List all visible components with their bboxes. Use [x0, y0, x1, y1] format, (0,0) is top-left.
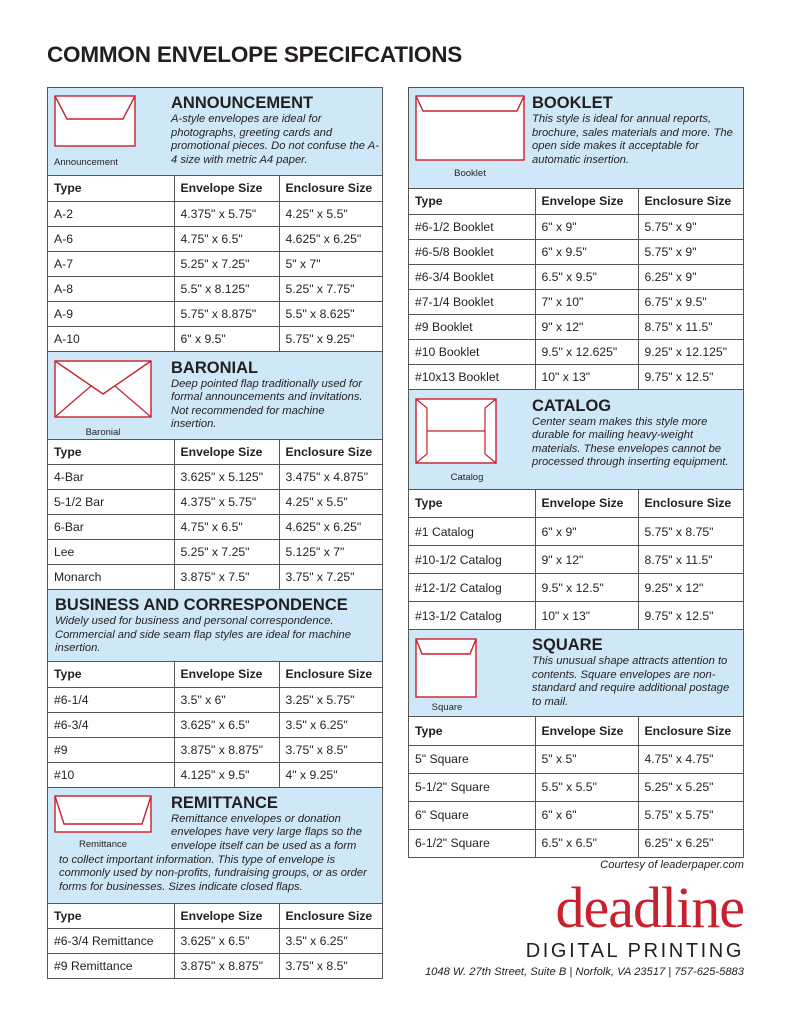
- table-cell: Lee: [48, 540, 174, 565]
- table-cell: A-2: [48, 201, 174, 226]
- table-header-row: [48, 662, 382, 687]
- table-cell: #10x13 Booklet: [409, 364, 535, 389]
- table-cell: #6-1/2 Booklet: [409, 214, 535, 239]
- table-cell: 3.475" x 4.875": [279, 465, 382, 490]
- table-row: [48, 540, 382, 565]
- table-cell: 9" x 12": [535, 314, 638, 339]
- header-envelope-size: Envelope Size: [535, 490, 638, 518]
- table-header-row: [48, 904, 382, 929]
- square-caption: Square: [431, 702, 463, 713]
- table-cell: A-10: [48, 326, 174, 351]
- booklet-section: [409, 88, 743, 189]
- table-cell: #9 Remittance: [48, 954, 174, 979]
- table-cell: #6-3/4 Booklet: [409, 264, 535, 289]
- square-section: [409, 630, 743, 717]
- table-row: [409, 289, 743, 314]
- table-cell: 6" Square: [409, 801, 535, 829]
- baronial-caption: Baronial: [85, 426, 121, 438]
- table-row: [48, 201, 382, 226]
- booklet-illustration: [415, 95, 525, 161]
- table-cell: #7-1/4 Booklet: [409, 289, 535, 314]
- table-row: [48, 226, 382, 251]
- table-cell: 6.25" x 9": [638, 264, 743, 289]
- booklet-description: This style is ideal for annual reports, brochure, sales materials and more. The open side makes it acceptable for automatic insertion.: [532, 113, 733, 166]
- digital-printing-subtitle: DIGITAL PRINTING: [525, 940, 744, 962]
- remittance-table: [48, 904, 382, 980]
- table-row: [48, 565, 382, 590]
- remittance-caption: Remittance: [78, 838, 128, 850]
- header-envelope-size: Envelope Size: [535, 189, 638, 214]
- baronial-envelope-icon: [54, 360, 152, 418]
- table-cell: 5.5" x 5.5": [535, 773, 638, 801]
- table-cell: 3.75" x 7.25": [279, 565, 382, 590]
- table-row: [48, 251, 382, 276]
- booklet-envelope-icon: [415, 95, 525, 161]
- table-cell: 4.625" x 6.25": [279, 226, 382, 251]
- announcement-caption: Announcement: [54, 157, 118, 168]
- table-cell: 6" x 9": [535, 214, 638, 239]
- table-cell: 4.75" x 6.5": [174, 226, 279, 251]
- table-cell: 3.75" x 8.5": [279, 954, 382, 979]
- table-cell: #1 Catalog: [409, 518, 535, 546]
- table-header-row: [409, 490, 743, 518]
- table-cell: 4.75" x 6.5": [174, 515, 279, 540]
- table-row: [409, 745, 743, 773]
- table-row: [409, 602, 743, 630]
- table-cell: 6" x 9": [535, 518, 638, 546]
- header-type: Type: [409, 189, 535, 214]
- catalog-illustration: [415, 398, 497, 464]
- table-cell: 9.25" x 12.125": [638, 339, 743, 364]
- table-cell: 9.25" x 12": [638, 574, 743, 602]
- catalog-caption: Catalog: [450, 471, 484, 483]
- square-description: This unusual shape attracts attention to contents. Square envelopes are non-standard and require additional postage to mail.: [532, 655, 730, 708]
- table-cell: 9.5" x 12.625": [535, 339, 638, 364]
- table-cell: 5.5" x 8.125": [174, 276, 279, 301]
- table-cell: 4.375" x 5.75": [174, 490, 279, 515]
- table-cell: #6-1/4: [48, 687, 174, 712]
- table-cell: #12-1/2 Catalog: [409, 574, 535, 602]
- table-cell: 6" x 9.5": [535, 239, 638, 264]
- table-header-row: [48, 176, 382, 201]
- table-cell: 5.75" x 8.75": [638, 518, 743, 546]
- deadline-logo: deadline: [555, 875, 744, 940]
- table-cell: #9: [48, 737, 174, 762]
- table-cell: #6-5/8 Booklet: [409, 239, 535, 264]
- table-cell: 5.25" x 7.25": [174, 251, 279, 276]
- table-cell: A-6: [48, 226, 174, 251]
- header-envelope-size: Envelope Size: [174, 662, 279, 687]
- table-cell: 6" x 6": [535, 801, 638, 829]
- header-enclosure-size: Enclosure Size: [638, 490, 743, 518]
- table-cell: 3.5" x 6.25": [279, 712, 382, 737]
- table-cell: 5-1/2 Bar: [48, 490, 174, 515]
- table-cell: 3.875" x 7.5": [174, 565, 279, 590]
- table-cell: 8.75" x 11.5": [638, 546, 743, 574]
- table-cell: #10 Booklet: [409, 339, 535, 364]
- booklet-table: [409, 189, 743, 390]
- table-cell: 4.75" x 4.75": [638, 745, 743, 773]
- table-row: [409, 518, 743, 546]
- header-envelope-size: Envelope Size: [174, 440, 279, 465]
- left-column: [47, 87, 383, 979]
- table-row: [409, 546, 743, 574]
- table-cell: #10: [48, 762, 174, 787]
- table-row: [48, 954, 382, 979]
- table-row: [409, 364, 743, 389]
- table-cell: 5.75" x 8.875": [174, 301, 279, 326]
- baronial-section: [48, 352, 382, 440]
- table-cell: 8.75" x 11.5": [638, 314, 743, 339]
- table-row: [48, 929, 382, 954]
- page-title: COMMON ENVELOPE SPECIFCATIONS: [47, 42, 463, 67]
- remittance-envelope-icon: [54, 795, 152, 833]
- remittance-illustration: [54, 795, 152, 833]
- table-row: [48, 465, 382, 490]
- table-cell: 6-Bar: [48, 515, 174, 540]
- table-cell: 3.5" x 6.25": [279, 929, 382, 954]
- square-illustration: [415, 638, 477, 698]
- table-cell: 4.375" x 5.75": [174, 201, 279, 226]
- company-address: 1048 W. 27th Street, Suite B | Norfolk, VA 23517 | 757-625-5883: [424, 966, 744, 978]
- table-cell: 9" x 12": [535, 546, 638, 574]
- catalog-title: CATALOG: [532, 396, 612, 415]
- table-cell: 6.75" x 9.5": [638, 289, 743, 314]
- booklet-caption: Booklet: [454, 168, 486, 179]
- table-cell: 5.75" x 9": [638, 214, 743, 239]
- table-cell: 3.75" x 8.5": [279, 737, 382, 762]
- table-cell: 5.75" x 9": [638, 239, 743, 264]
- table-row: [48, 276, 382, 301]
- table-cell: 4.125" x 9.5": [174, 762, 279, 787]
- table-row: [48, 490, 382, 515]
- table-row: [48, 301, 382, 326]
- table-cell: 3.625" x 6.5": [174, 929, 279, 954]
- business-description: Widely used for business and personal correspondence. Commercial and side seam flap styles are ideal for machine insertion.: [55, 615, 351, 655]
- table-cell: 4.25" x 5.5": [279, 490, 382, 515]
- announcement-envelope-icon: [54, 95, 136, 147]
- table-cell: 5.25" x 7.75": [279, 276, 382, 301]
- table-cell: 6-1/2" Square: [409, 829, 535, 857]
- table-row: [409, 801, 743, 829]
- catalog-table: [409, 490, 743, 631]
- header-type: Type: [409, 717, 535, 745]
- table-cell: 5.75" x 5.75": [638, 801, 743, 829]
- table-cell: 3.625" x 6.5": [174, 712, 279, 737]
- header-type: Type: [48, 904, 174, 929]
- header-type: Type: [48, 440, 174, 465]
- table-header-row: [409, 189, 743, 214]
- table-cell: 6.5" x 9.5": [535, 264, 638, 289]
- header-type: Type: [48, 176, 174, 201]
- remittance-description-full: to collect important information. This type of envelope is commonly used by non-profits, fundraising groups, or as order forms for businesses. Sizes indicate closed flaps.: [59, 853, 367, 893]
- right-column: [408, 87, 744, 858]
- table-row: [409, 574, 743, 602]
- table-cell: 5.125" x 7": [279, 540, 382, 565]
- table-cell: 3.5" x 6": [174, 687, 279, 712]
- table-cell: 9.75" x 12.5": [638, 602, 743, 630]
- table-cell: #6-3/4 Remittance: [48, 929, 174, 954]
- catalog-envelope-icon: [415, 398, 497, 464]
- table-cell: #13-1/2 Catalog: [409, 602, 535, 630]
- remittance-section: [48, 788, 382, 904]
- square-envelope-icon: [415, 638, 477, 698]
- remittance-title: REMITTANCE: [171, 793, 278, 812]
- remittance-description-right: Remittance envelopes or donation envelopes have very large flaps so the envelope itself can be used as a form: [171, 812, 362, 852]
- square-table: [409, 717, 743, 858]
- table-cell: 10" x 13": [535, 364, 638, 389]
- catalog-section: [409, 390, 743, 490]
- header-enclosure-size: Enclosure Size: [279, 176, 382, 201]
- table-cell: 5.25" x 5.25": [638, 773, 743, 801]
- header-type: Type: [48, 662, 174, 687]
- table-cell: 3.875" x 8.875": [174, 954, 279, 979]
- business-title: BUSINESS AND CORRESPONDENCE: [55, 596, 348, 614]
- table-row: [48, 762, 382, 787]
- baronial-description: Deep pointed flap traditionally used for formal announcements and invitations. Not recommended for machine insertion.: [171, 377, 363, 431]
- table-cell: 4-Bar: [48, 465, 174, 490]
- table-cell: 4" x 9.25": [279, 762, 382, 787]
- table-row: [48, 687, 382, 712]
- announcement-table: [48, 176, 382, 352]
- baronial-illustration: [54, 360, 152, 418]
- header-enclosure-size: Enclosure Size: [279, 904, 382, 929]
- courtesy-credit: Courtesy of leaderpaper.com: [600, 859, 744, 871]
- baronial-table: [48, 440, 382, 591]
- square-title: SQUARE: [532, 636, 603, 654]
- table-cell: 4.625" x 6.25": [279, 515, 382, 540]
- table-row: [409, 829, 743, 857]
- table-cell: 6.5" x 6.5": [535, 829, 638, 857]
- table-cell: 5.75" x 9.25": [279, 326, 382, 351]
- table-cell: A-9: [48, 301, 174, 326]
- table-row: [409, 339, 743, 364]
- table-row: [409, 214, 743, 239]
- table-cell: 5" x 7": [279, 251, 382, 276]
- table-cell: 6.25" x 6.25": [638, 829, 743, 857]
- header-envelope-size: Envelope Size: [174, 904, 279, 929]
- table-cell: 9.5" x 12.5": [535, 574, 638, 602]
- table-cell: #9 Booklet: [409, 314, 535, 339]
- table-row: [48, 712, 382, 737]
- table-header-row: [409, 717, 743, 745]
- table-cell: 3.875" x 8.875": [174, 737, 279, 762]
- table-cell: 5.5" x 8.625": [279, 301, 382, 326]
- table-cell: 6" x 9.5": [174, 326, 279, 351]
- header-enclosure-size: Enclosure Size: [279, 662, 382, 687]
- header-type: Type: [409, 490, 535, 518]
- table-cell: 10" x 13": [535, 602, 638, 630]
- table-row: [409, 239, 743, 264]
- table-row: [48, 326, 382, 351]
- table-cell: Monarch: [48, 565, 174, 590]
- header-envelope-size: Envelope Size: [174, 176, 279, 201]
- table-row: [48, 515, 382, 540]
- catalog-description: Center seam makes this style more durable for mailing heavy-weight materials. These envelopes cannot be processed through inserting equipment.: [532, 415, 729, 469]
- table-cell: 5.25" x 7.25": [174, 540, 279, 565]
- table-cell: 9.75" x 12.5": [638, 364, 743, 389]
- business-section: [48, 590, 382, 662]
- header-envelope-size: Envelope Size: [535, 717, 638, 745]
- table-row: [409, 264, 743, 289]
- table-cell: 3.25" x 5.75": [279, 687, 382, 712]
- table-row: [409, 314, 743, 339]
- business-table: [48, 662, 382, 788]
- header-enclosure-size: Enclosure Size: [638, 189, 743, 214]
- table-cell: 7" x 10": [535, 289, 638, 314]
- table-row: [409, 773, 743, 801]
- announcement-section: [48, 88, 382, 176]
- header-enclosure-size: Enclosure Size: [279, 440, 382, 465]
- header-enclosure-size: Enclosure Size: [638, 717, 743, 745]
- table-cell: 5-1/2" Square: [409, 773, 535, 801]
- table-cell: 5" Square: [409, 745, 535, 773]
- table-header-row: [48, 440, 382, 465]
- table-cell: A-7: [48, 251, 174, 276]
- table-cell: #10-1/2 Catalog: [409, 546, 535, 574]
- announcement-title: ANNOUNCEMENT: [171, 94, 314, 112]
- announcement-description: A-style envelopes are ideal for photographs, greeting cards and promotional pieces. Do not confuse the A-4 size with metric A4 paper.: [171, 113, 379, 166]
- table-cell: 3.625" x 5.125": [174, 465, 279, 490]
- table-row: [48, 737, 382, 762]
- table-cell: 5" x 5": [535, 745, 638, 773]
- table-cell: #6-3/4: [48, 712, 174, 737]
- table-cell: A-8: [48, 276, 174, 301]
- table-cell: 4.25" x 5.5": [279, 201, 382, 226]
- booklet-title: BOOKLET: [532, 94, 613, 112]
- announcement-illustration: [54, 95, 136, 147]
- baronial-title: BARONIAL: [171, 358, 259, 377]
